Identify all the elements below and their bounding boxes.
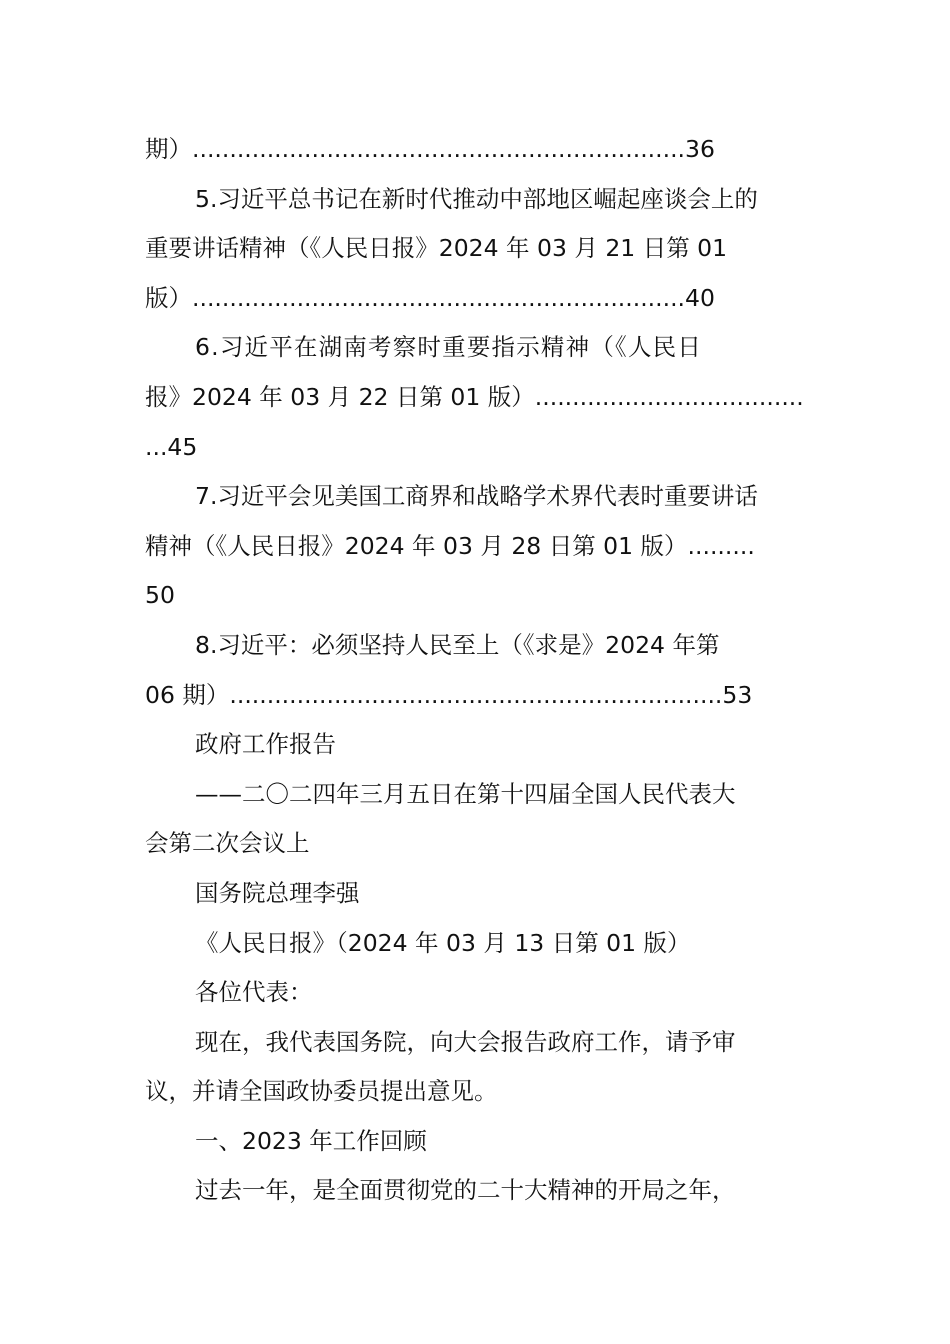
report-subtitle-line-2: 会第二次会议上: [145, 829, 310, 858]
document-body: [145, 125, 807, 1216]
toc-entry-7-line-1: 7.习近平会见美国工商界和战略学术界代表时重要讲话: [195, 482, 758, 511]
report-subtitle-line-1: ——二〇二四年三月五日在第十四届全国人民代表大: [195, 779, 736, 808]
toc-entry-5-line-3: 版）..................................................................40: [145, 283, 715, 312]
report-intro-line-2: 议，并请全国政协委员提出意见。: [145, 1077, 498, 1106]
toc-entry-6-line-1: 6.习近平在湖南考察时重要指示精神（《人民日: [195, 333, 703, 362]
toc-entry-8-line-1: 8.习近平：必须坚持人民至上（《求是》2024 年第: [195, 630, 720, 659]
report-author: 国务院总理李强: [195, 878, 360, 907]
toc-entry-5-line-1: 5.习近平总书记在新时代推动中部地区崛起座谈会上的: [195, 184, 758, 213]
toc-entry-7-line-3: 50: [145, 581, 175, 610]
toc-entry-6-line-2: 报》2024 年 03 月 22 日第 01 版）....................................: [145, 382, 804, 411]
section-heading-1: 一、2023 年工作回顾: [195, 1126, 427, 1155]
report-title: 政府工作报告: [195, 730, 336, 759]
report-source: 《人民日报》（2024 年 03 月 13 日第 01 版）: [195, 928, 691, 957]
toc-entry-5-line-2: 重要讲话精神（《人民日报》2024 年 03 月 21 日第 01: [145, 234, 728, 263]
toc-entry-8-line-2: 06 期）..................................................................53: [145, 680, 753, 709]
section-1-paragraph-start: 过去一年，是全面贯彻党的二十大精神的开局之年，: [195, 1176, 736, 1205]
toc-entry-7-line-2: 精神（《人民日报》2024 年 03 月 28 日第 01 版）.........: [145, 531, 755, 560]
report-salutation: 各位代表：: [195, 978, 313, 1007]
toc-entry-6-line-3: ...45: [145, 432, 198, 461]
toc-entry-4-tail: 期）..................................................................36: [145, 135, 715, 163]
report-intro-line-1: 现在，我代表国务院，向大会报告政府工作，请予审: [195, 1027, 736, 1056]
